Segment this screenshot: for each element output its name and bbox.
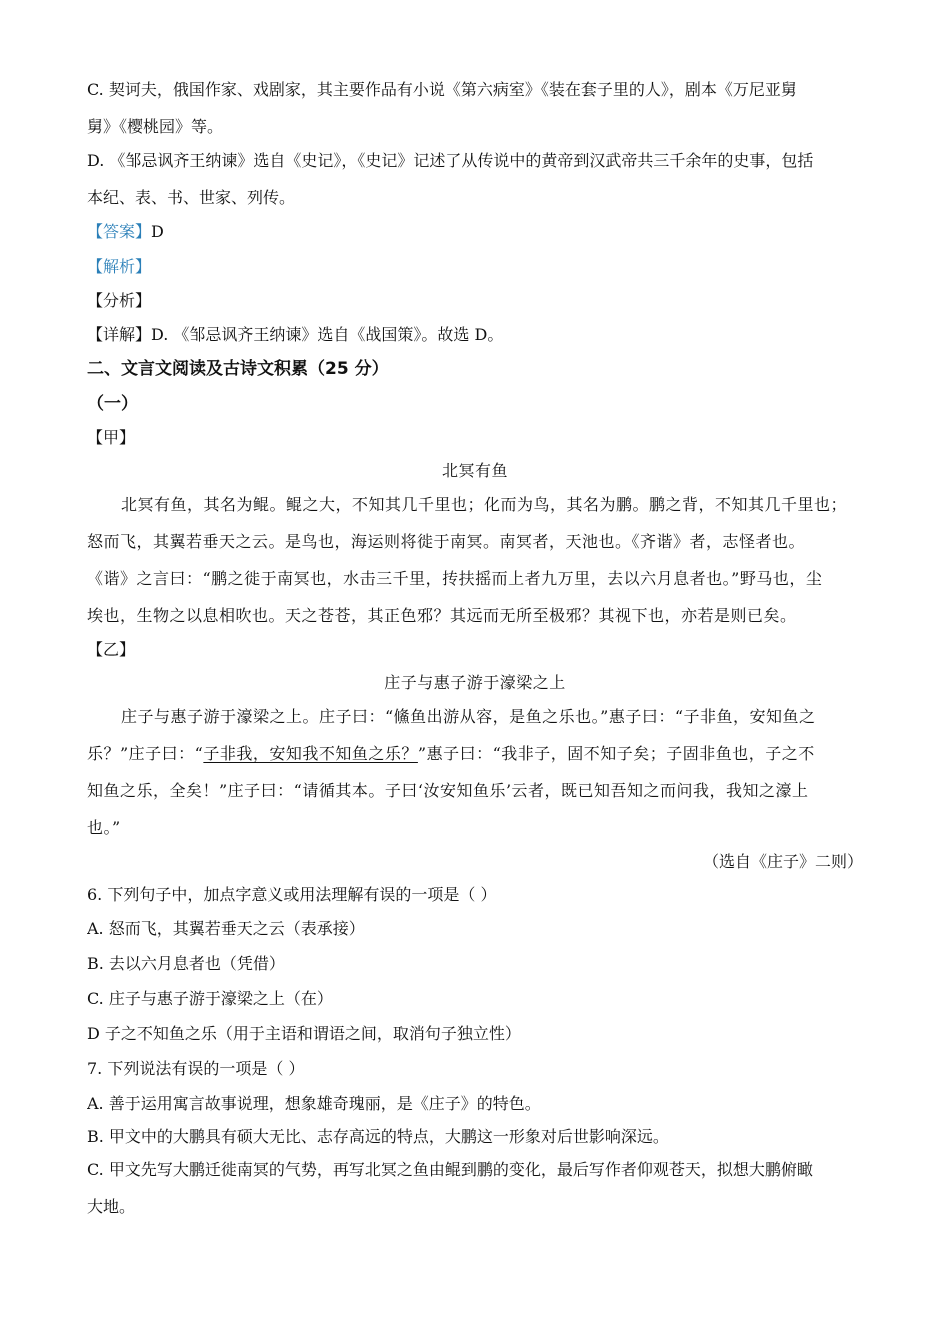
q6-option-c: C. 庄子与惠子游于濠梁之上（在） [87, 989, 333, 1008]
detail-line: 【详解】D. 《邹忌讽齐王纳谏》选自《战国策》。故选 D。 [87, 325, 504, 344]
jia-line-4: 埃也，生物之以息相吹也。天之苍苍，其正色邪？其远而无所至极邪？其视下也，亦若是则已矣。 [87, 606, 797, 625]
q6-option-a: A. 怒而飞，其翼若垂天之云（表承接） [87, 919, 365, 938]
q7-option-b: B. 甲文中的大鹏具有硕大无比、志存高远的特点，大鹏这一形象对后世影响深远。 [87, 1127, 669, 1146]
analysis-tag: 【解析】 [87, 257, 152, 276]
yi-line-4: 也。” [87, 818, 121, 837]
yi-underlined-sentence: 子非我，安知我不知鱼之乐？ [203, 744, 418, 763]
q5-option-c-line1: C. 契诃夫，俄国作家、戏剧家，其主要作品有小说《第六病室》《装在套子里的人》，剧本《万尼亚舅 [87, 80, 797, 99]
q7-option-a: A. 善于运用寓言故事说理，想象雄奇瑰丽，是《庄子》的特色。 [87, 1094, 541, 1113]
q7-option-c-line1: C. 甲文先写大鹏迁徙南冥的气势，再写北冥之鱼由鲲到鹏的变化，最后写作者仰观苍天，拟想大鹏俯瞰 [87, 1160, 813, 1179]
yi-tag: 【乙】 [87, 640, 136, 659]
q6-option-b: B. 去以六月息者也（凭借） [87, 954, 285, 973]
q6-option-d: D 子之不知鱼之乐（用于主语和谓语之间，取消句子独立性） [87, 1024, 521, 1043]
yi-source: （选自《庄子》二则） [702, 852, 863, 871]
fenxi-tag: 【分析】 [87, 291, 152, 310]
section-sub: （一） [87, 394, 138, 414]
q5-option-d-line2: 本纪、表、书、世家、列传。 [87, 188, 296, 207]
q6-stem: 6. 下列句子中，加点字意义或用法理解有误的一项是（ ） [87, 885, 497, 904]
yi-line-2 [87, 743, 863, 765]
section-heading: 二、文言文阅读及古诗文积累（25 分） [87, 359, 389, 379]
answer-line [87, 221, 863, 243]
answer-value: D [151, 222, 164, 241]
q5-option-d-line1: D. 《邹忌讽齐王纳谏》选自《史记》，《史记》记述了从传说中的黄帝到汉武帝共三千余年的史事，包括 [87, 151, 814, 170]
jia-title: 北冥有鱼 [441, 461, 508, 480]
answer-tag: 【答案】 [87, 222, 152, 241]
q7-option-c-line2: 大地。 [87, 1197, 136, 1216]
yi-line-3: 知鱼之乐，全矣！”庄子曰：“请循其本。子曰‘汝安知鱼乐’云者，既已知吾知之而问我，我知之濠上 [87, 781, 809, 800]
jia-line-1: 北冥有鱼，其名为鲲。鲲之大，不知其几千里也；化而为鸟，其名为鹏。鹏之背，不知其几千里也； [121, 495, 848, 514]
jia-line-2: 怒而飞，其翼若垂天之云。是鸟也，海运则将徙于南冥。南冥者，天池也。《齐谐》者，志怪者也。 [87, 532, 806, 551]
yi-title: 庄子与惠子游于濠梁之上 [384, 673, 566, 692]
yi-line-1: 庄子与惠子游于濠梁之上。庄子曰：“鯈鱼出游从容，是鱼之乐也。”惠子曰：“子非鱼，安知鱼之 [121, 707, 816, 726]
yi-line-2-a: 乐？”庄子曰：“ [87, 744, 204, 763]
jia-line-3: 《谐》之言曰：“鹏之徙于南冥也，水击三千里，抟扶摇而上者九万里，去以六月息者也。”野马也，尘 [87, 569, 823, 588]
q7-stem: 7. 下列说法有误的一项是（ ） [87, 1059, 305, 1078]
yi-line-2-b: ”惠子曰：“我非子，固不知子矣；子固非鱼也，子之不 [417, 744, 815, 763]
jia-tag: 【甲】 [87, 428, 136, 447]
q5-option-c-line2: 舅》《樱桃园》等。 [87, 117, 224, 136]
